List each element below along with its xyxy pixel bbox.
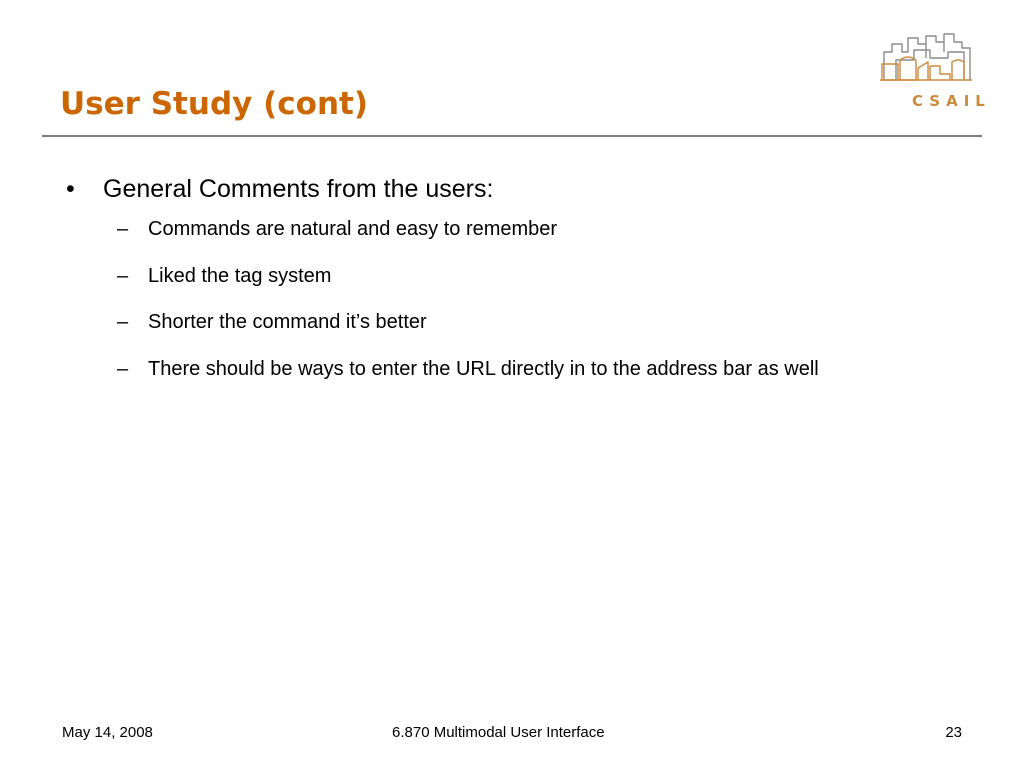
sub-bullet-text: There should be ways to enter the URL directly in to the address bar as well	[148, 357, 819, 380]
sub-bullet-list	[60, 216, 990, 382]
slide-title: User Study (cont)	[60, 86, 369, 122]
sub-bullet-dash: –	[117, 357, 129, 380]
sub-bullet-dash: –	[117, 311, 129, 333]
bullet-marker: •	[66, 175, 75, 203]
sub-bullet-item	[60, 263, 990, 289]
sub-bullet-text: Liked the tag system	[148, 264, 332, 287]
slide-body	[60, 172, 990, 402]
footer-date: May 14, 2008	[62, 724, 153, 741]
logo-wordmark: CSAIL	[912, 92, 991, 110]
sub-bullet-text: Commands are natural and easy to remember	[148, 218, 558, 240]
sub-bullet-item	[60, 356, 990, 382]
footer-course-title: 6.870 Multimodal User Interface	[392, 724, 605, 741]
sub-bullet-item	[60, 216, 990, 242]
csail-skyline-icon	[878, 30, 988, 92]
sub-bullet-item	[60, 309, 990, 335]
title-divider	[42, 135, 982, 137]
sub-bullet-dash: –	[117, 218, 129, 240]
bullet-text: General Comments from the users:	[103, 175, 494, 203]
csail-logo	[878, 30, 991, 116]
sub-bullet-dash: –	[117, 264, 129, 287]
bullet-item	[60, 172, 990, 206]
page-number: 23	[945, 724, 962, 741]
sub-bullet-text: Shorter the command it’s better	[148, 311, 427, 333]
logo-orange-shapes	[880, 57, 972, 80]
